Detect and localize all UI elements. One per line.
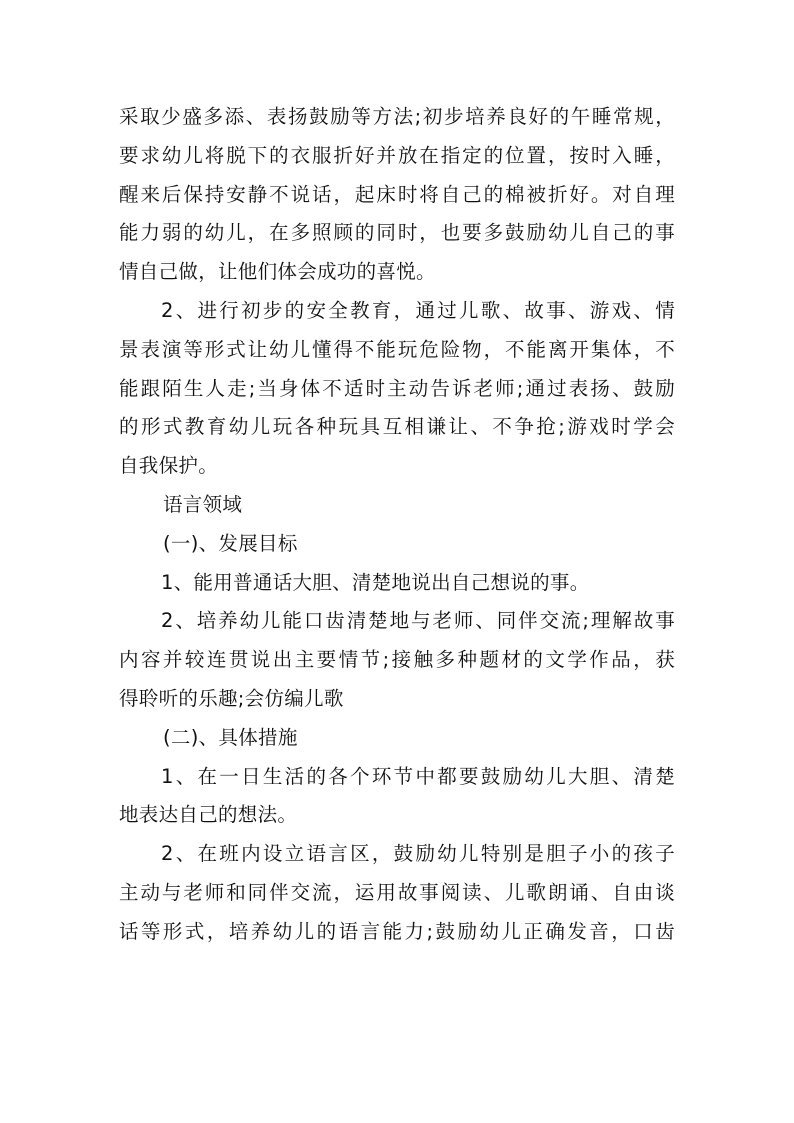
paragraph-line: 能力弱的幼儿，在多照顾的同时，也要多鼓励幼儿自己的事 [119,221,675,245]
paragraph-line: 2、在班内设立语言区，鼓励幼儿特别是胆子小的孩子 [161,842,675,866]
paragraph-line: 1、能用普通话大胆、清楚地说出自己想说的事。 [161,570,590,594]
paragraph-line: 内容并较连贯说出主要情节;接触多种题材的文学作品，获 [119,648,675,672]
paragraph-line: 醒来后保持安静不说话，起床时将自己的棉被折好。对自理 [119,182,675,206]
paragraph-line: 地表达自己的想法。 [119,803,298,827]
subsection-heading: (二)、具体措施 [163,725,298,749]
paragraph-line: 的形式教育幼儿玩各种玩具互相谦让、不争抢;游戏时学会 [119,415,675,439]
document-body [119,98,675,952]
paragraph-line: 采取少盛多添、表扬鼓励等方法;初步培养良好的午睡常规， [119,105,675,128]
paragraph-line: 情自己做，让他们体会成功的喜悦。 [119,260,436,284]
paragraph-line: 得聆听的乐趣;会仿编儿歌 [119,686,344,710]
subsection-heading: (一)、发展目标 [163,531,298,555]
paragraph-line: 1、在一日生活的各个环节中都要鼓励幼儿大胆、清楚 [161,764,675,788]
paragraph-line: 2、培养幼儿能口齿清楚地与老师、同伴交流;理解故事 [161,609,675,633]
section-heading: 语言领域 [163,492,243,516]
paragraph-line: 要求幼儿将脱下的衣服折好并放在指定的位置，按时入睡， [119,143,675,167]
paragraph-line: 能跟陌生人走;当身体不适时主动告诉老师;通过表扬、鼓励 [119,376,675,400]
paragraph-line: 景表演等形式让幼儿懂得不能玩危险物，不能离开集体，不 [119,337,675,361]
paragraph-line: 话等形式，培养幼儿的语言能力;鼓励幼儿正确发音，口齿 [119,919,675,943]
paragraph-line: 2、进行初步的安全教育，通过儿歌、故事、游戏、情 [161,298,675,322]
paragraph-line: 主动与老师和同伴交流，运用故事阅读、儿歌朗诵、自由谈 [119,880,675,904]
paragraph-line: 自我保护。 [119,454,219,478]
